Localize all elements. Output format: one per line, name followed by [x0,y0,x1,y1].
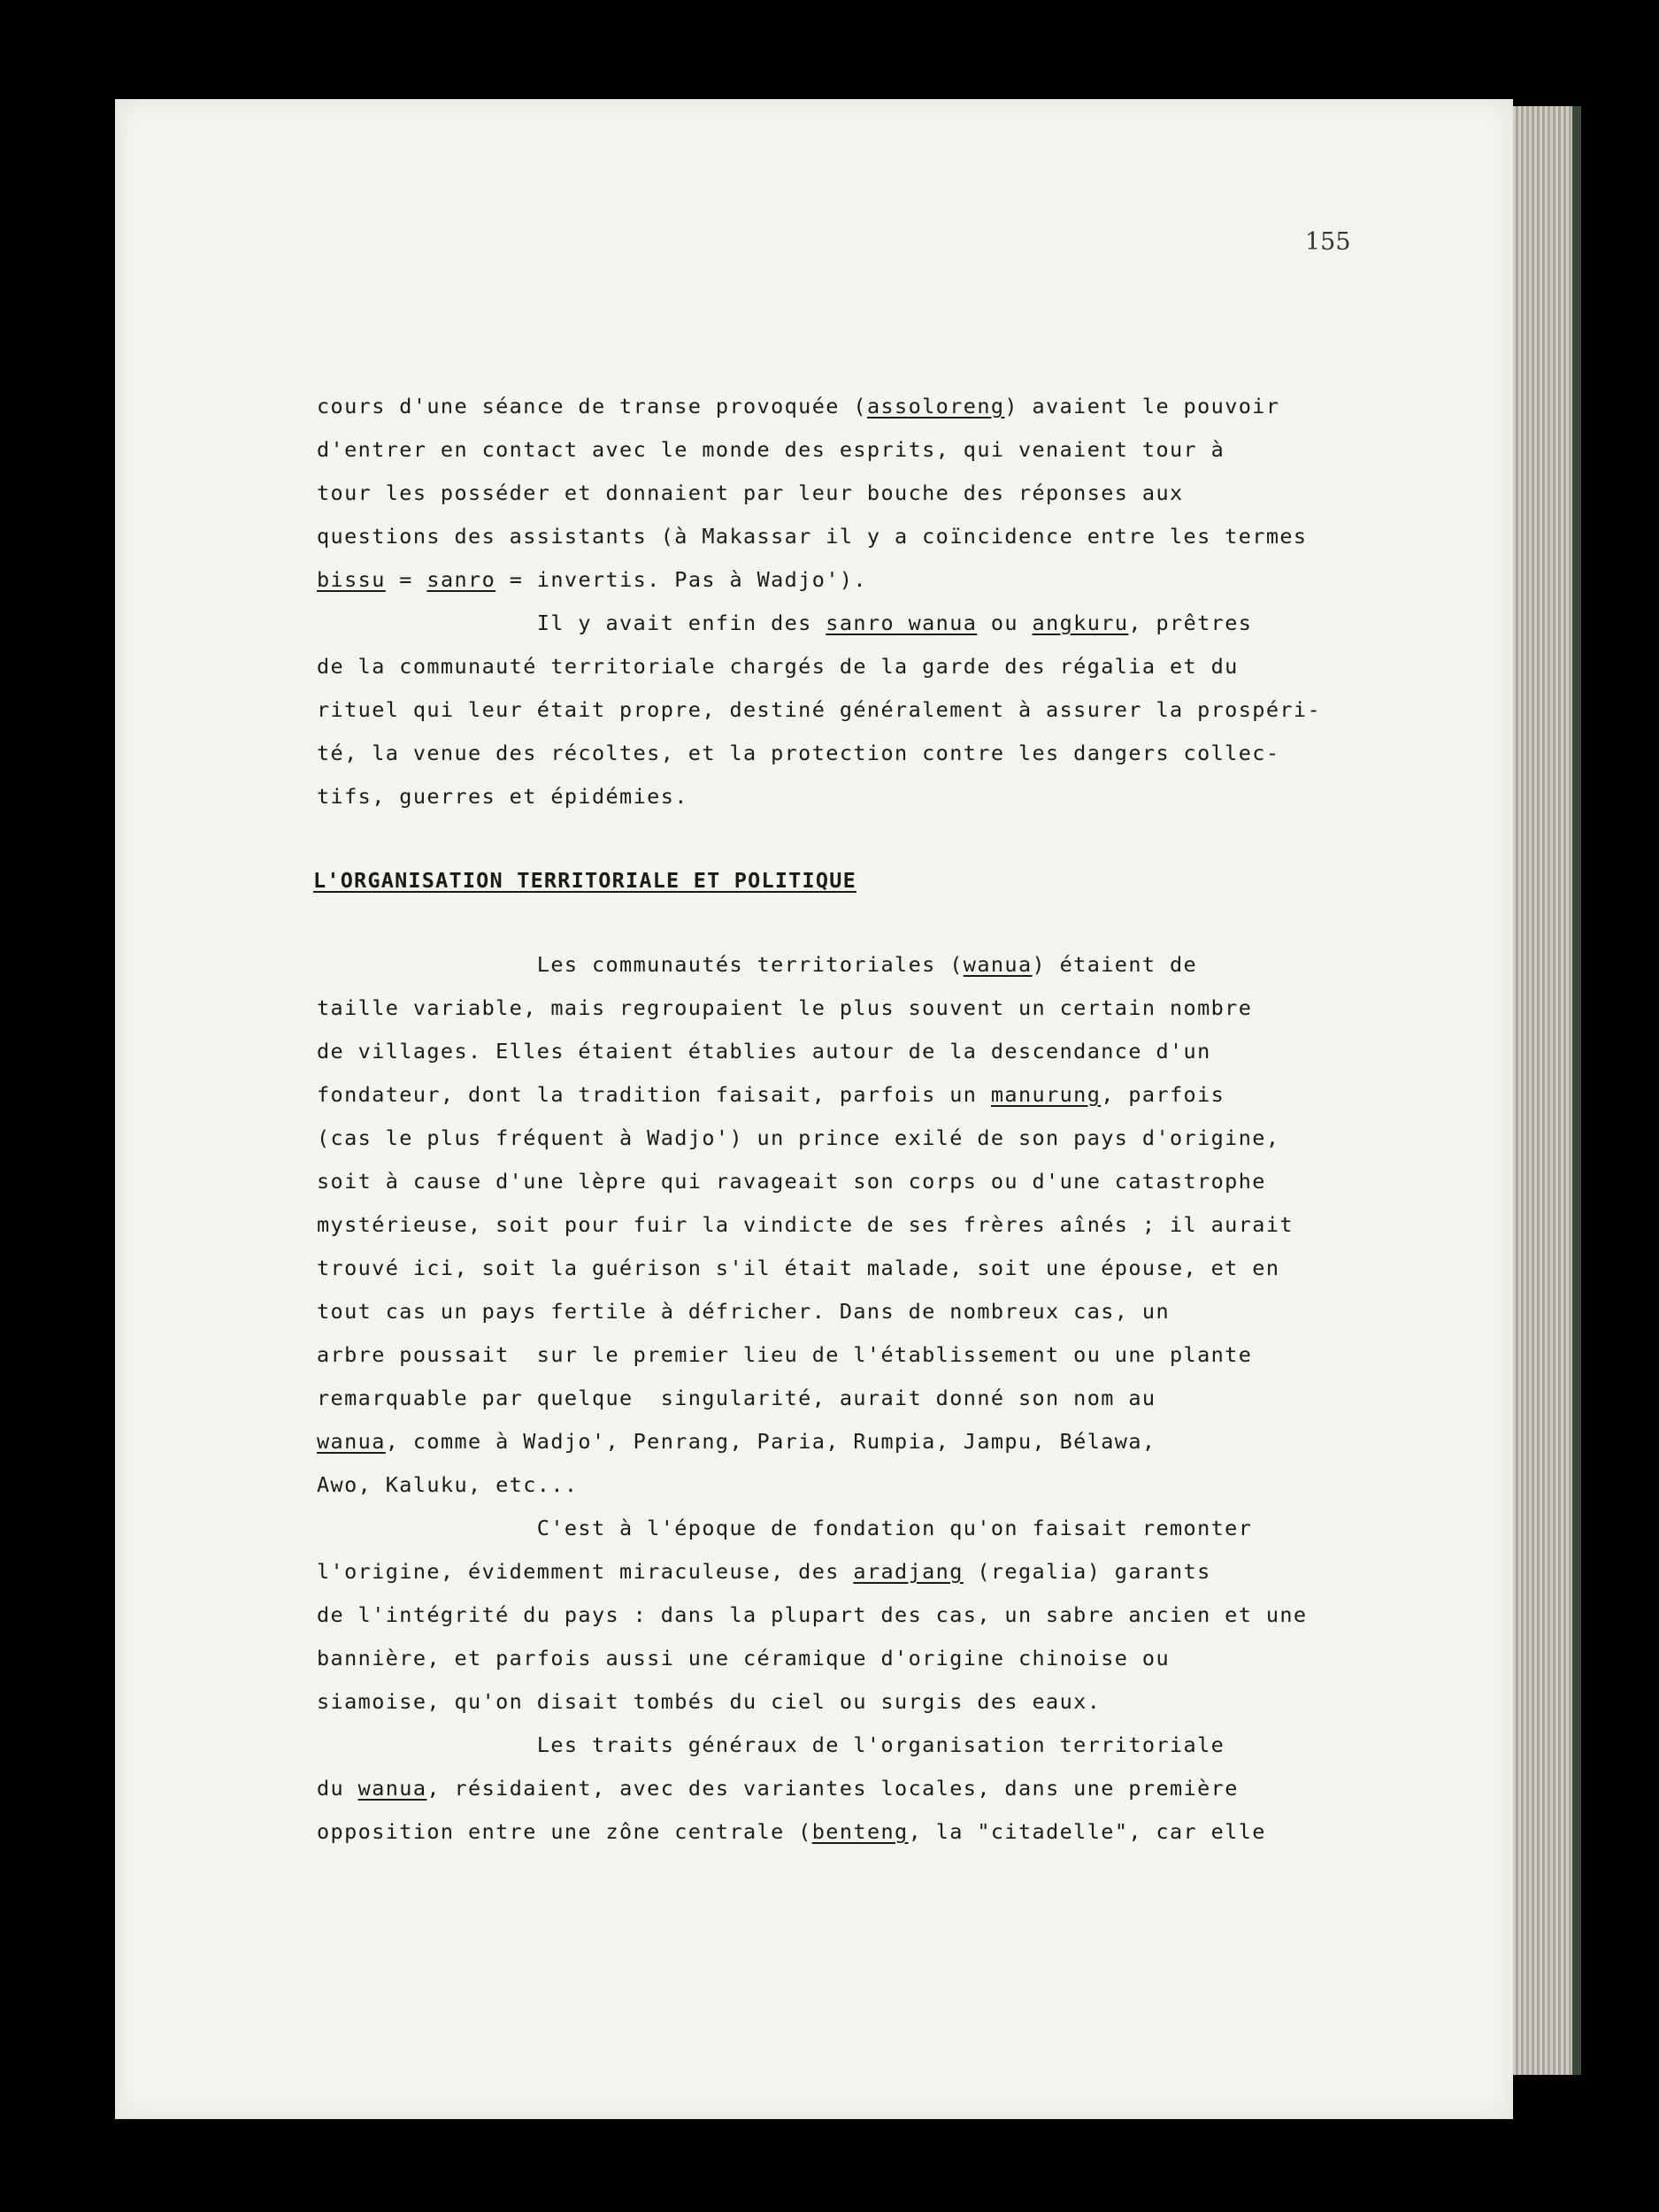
text-line [317,1203,1308,1247]
text-segment: de la communauté territoriale chargés de la garde des régalia et du [317,654,1239,679]
text-segment: taille variable, mais regroupaient le plus souvent un certain nombre [317,995,1253,1020]
text-line [317,1290,1308,1333]
text-segment: d'entrer en contact avec le monde des esprits, qui venaient tour à [317,437,1225,462]
text-line [317,1463,1308,1507]
text-segment: , résidaient, avec des variantes locales, dans une première [426,1776,1239,1801]
text-line [317,1550,1308,1594]
underlined-term: angkuru [1032,611,1129,635]
text-line [317,1810,1308,1854]
text-segment: ) avaient le pouvoir [1004,394,1280,419]
text-line [317,515,1308,558]
text-segment: Les traits généraux de l'organisation territoriale [317,1732,1225,1757]
text-segment: opposition entre une zône centrale ( [317,1819,812,1844]
text-segment: (regalia) garants [963,1559,1211,1584]
text-line [317,1160,1308,1203]
text-line [317,1637,1308,1680]
text-segment: trouvé ici, soit la guérison s'il était malade, soit une épouse, et en [317,1256,1280,1280]
text-segment: siamoise, qu'on disait tombés du ciel ou surgis des eaux. [317,1689,1102,1714]
text-line [317,428,1308,472]
text-line [317,1420,1308,1463]
text-segment: questions des assistants (à Makassar il y a coïncidence entre les termes [317,524,1308,549]
section-gap [317,902,1308,943]
underlined-term: bissu [317,567,386,592]
text-segment: (cas le plus fréquent à Wadjo') un prince exilé de son pays d'origine, [317,1125,1280,1150]
text-segment: arbre poussait sur le premier lieu de l'établissement ou une plante [317,1342,1253,1367]
text-line [317,558,1308,602]
underlined-term: manurung [990,1082,1102,1107]
text-segment: rituel qui leur était propre, destiné généralement à assurer la prospéri- [317,697,1322,722]
section-gap [317,818,1308,859]
text-segment: Les communautés territoriales ( [317,952,964,977]
underlined-term: aradjang [853,1559,964,1584]
text-line [317,1767,1308,1810]
text-line [317,1507,1308,1550]
text-segment: Il y avait enfin des [317,611,826,635]
text-segment: , prêtres [1128,611,1253,635]
text-segment: bannière, et parfois aussi une céramique d'origine chinoise ou [317,1646,1170,1671]
text-line [317,1247,1308,1290]
text-segment: Awo, Kaluku, etc... [317,1472,579,1497]
underlined-term: benteng [811,1819,909,1844]
paragraph-block-1 [317,385,1322,818]
text-segment: té, la venue des récoltes, et la protection contre les dangers collec- [317,741,1280,765]
section-heading: L'ORGANISATION TERRITORIALE ET POLITIQUE [313,868,856,893]
text-segment: tifs, guerres et épidémies. [317,784,688,809]
text-segment: tout cas un pays fertile à défricher. Dans de nombreux cas, un [317,1299,1170,1324]
text-segment: mystérieuse, soit pour fuir la vindicte de ses frères aînés ; il aurait [317,1212,1294,1237]
text-line [317,385,1308,428]
text-segment: fondateur, dont la tradition faisait, parfois un [317,1082,991,1107]
text-segment: ) étaient de [1032,952,1198,977]
underlined-term: assoloreng [866,394,1005,419]
text-line [317,645,1308,688]
text-line [317,602,1308,645]
underlined-term: wanua [963,952,1033,977]
text-segment: cours d'une séance de transe provoquée ( [317,394,867,419]
text-segment: tour les posséder et donnaient par leur bouche des réponses aux [317,480,1184,505]
text-line [317,775,1308,818]
text-segment: = [385,567,427,592]
text-segment: , parfois [1101,1082,1225,1107]
text-segment: du [317,1776,358,1801]
underlined-term: wanua [317,1429,386,1454]
paragraph-block-2 [317,943,1308,1854]
text-segment: de villages. Elles étaient établies autour de la descendance d'un [317,1039,1211,1064]
text-line [317,1073,1308,1117]
text-segment: l'origine, évidemment miraculeuse, des [317,1559,854,1584]
text-segment: soit à cause d'une lèpre qui ravageait son corps ou d'une catastrophe [317,1169,1266,1194]
text-line [317,987,1308,1030]
text-segment: C'est à l'époque de fondation qu'on faisait remonter [317,1516,1253,1540]
page-number: 155 [1305,228,1351,256]
text-line [317,472,1308,515]
text-segment: ou [977,611,1033,635]
underlined-term: sanro wanua [826,611,978,635]
text-line [317,1333,1308,1377]
text-line [317,1594,1308,1637]
text-segment: , comme à Wadjo', Penrang, Paria, Rumpia, Jampu, Bélawa, [385,1429,1156,1454]
text-line [317,1377,1308,1420]
text-line [317,732,1308,775]
underlined-term: wanua [357,1776,427,1801]
body-text [313,385,1322,1854]
text-line [317,943,1308,987]
text-line [317,1680,1308,1724]
text-segment: , la "citadelle", car elle [908,1819,1266,1844]
underlined-term: sanro [426,567,496,592]
text-line [317,1030,1308,1073]
text-line [317,688,1322,732]
text-line [317,1117,1308,1160]
text-segment: = invertis. Pas à Wadjo'). [495,567,867,592]
text-segment: remarquable par quelque singularité, aurait donné son nom au [317,1386,1156,1410]
text-line [317,1724,1308,1767]
text-segment: de l'intégrité du pays : dans la plupart des cas, un sabre ancien et une [317,1602,1308,1627]
